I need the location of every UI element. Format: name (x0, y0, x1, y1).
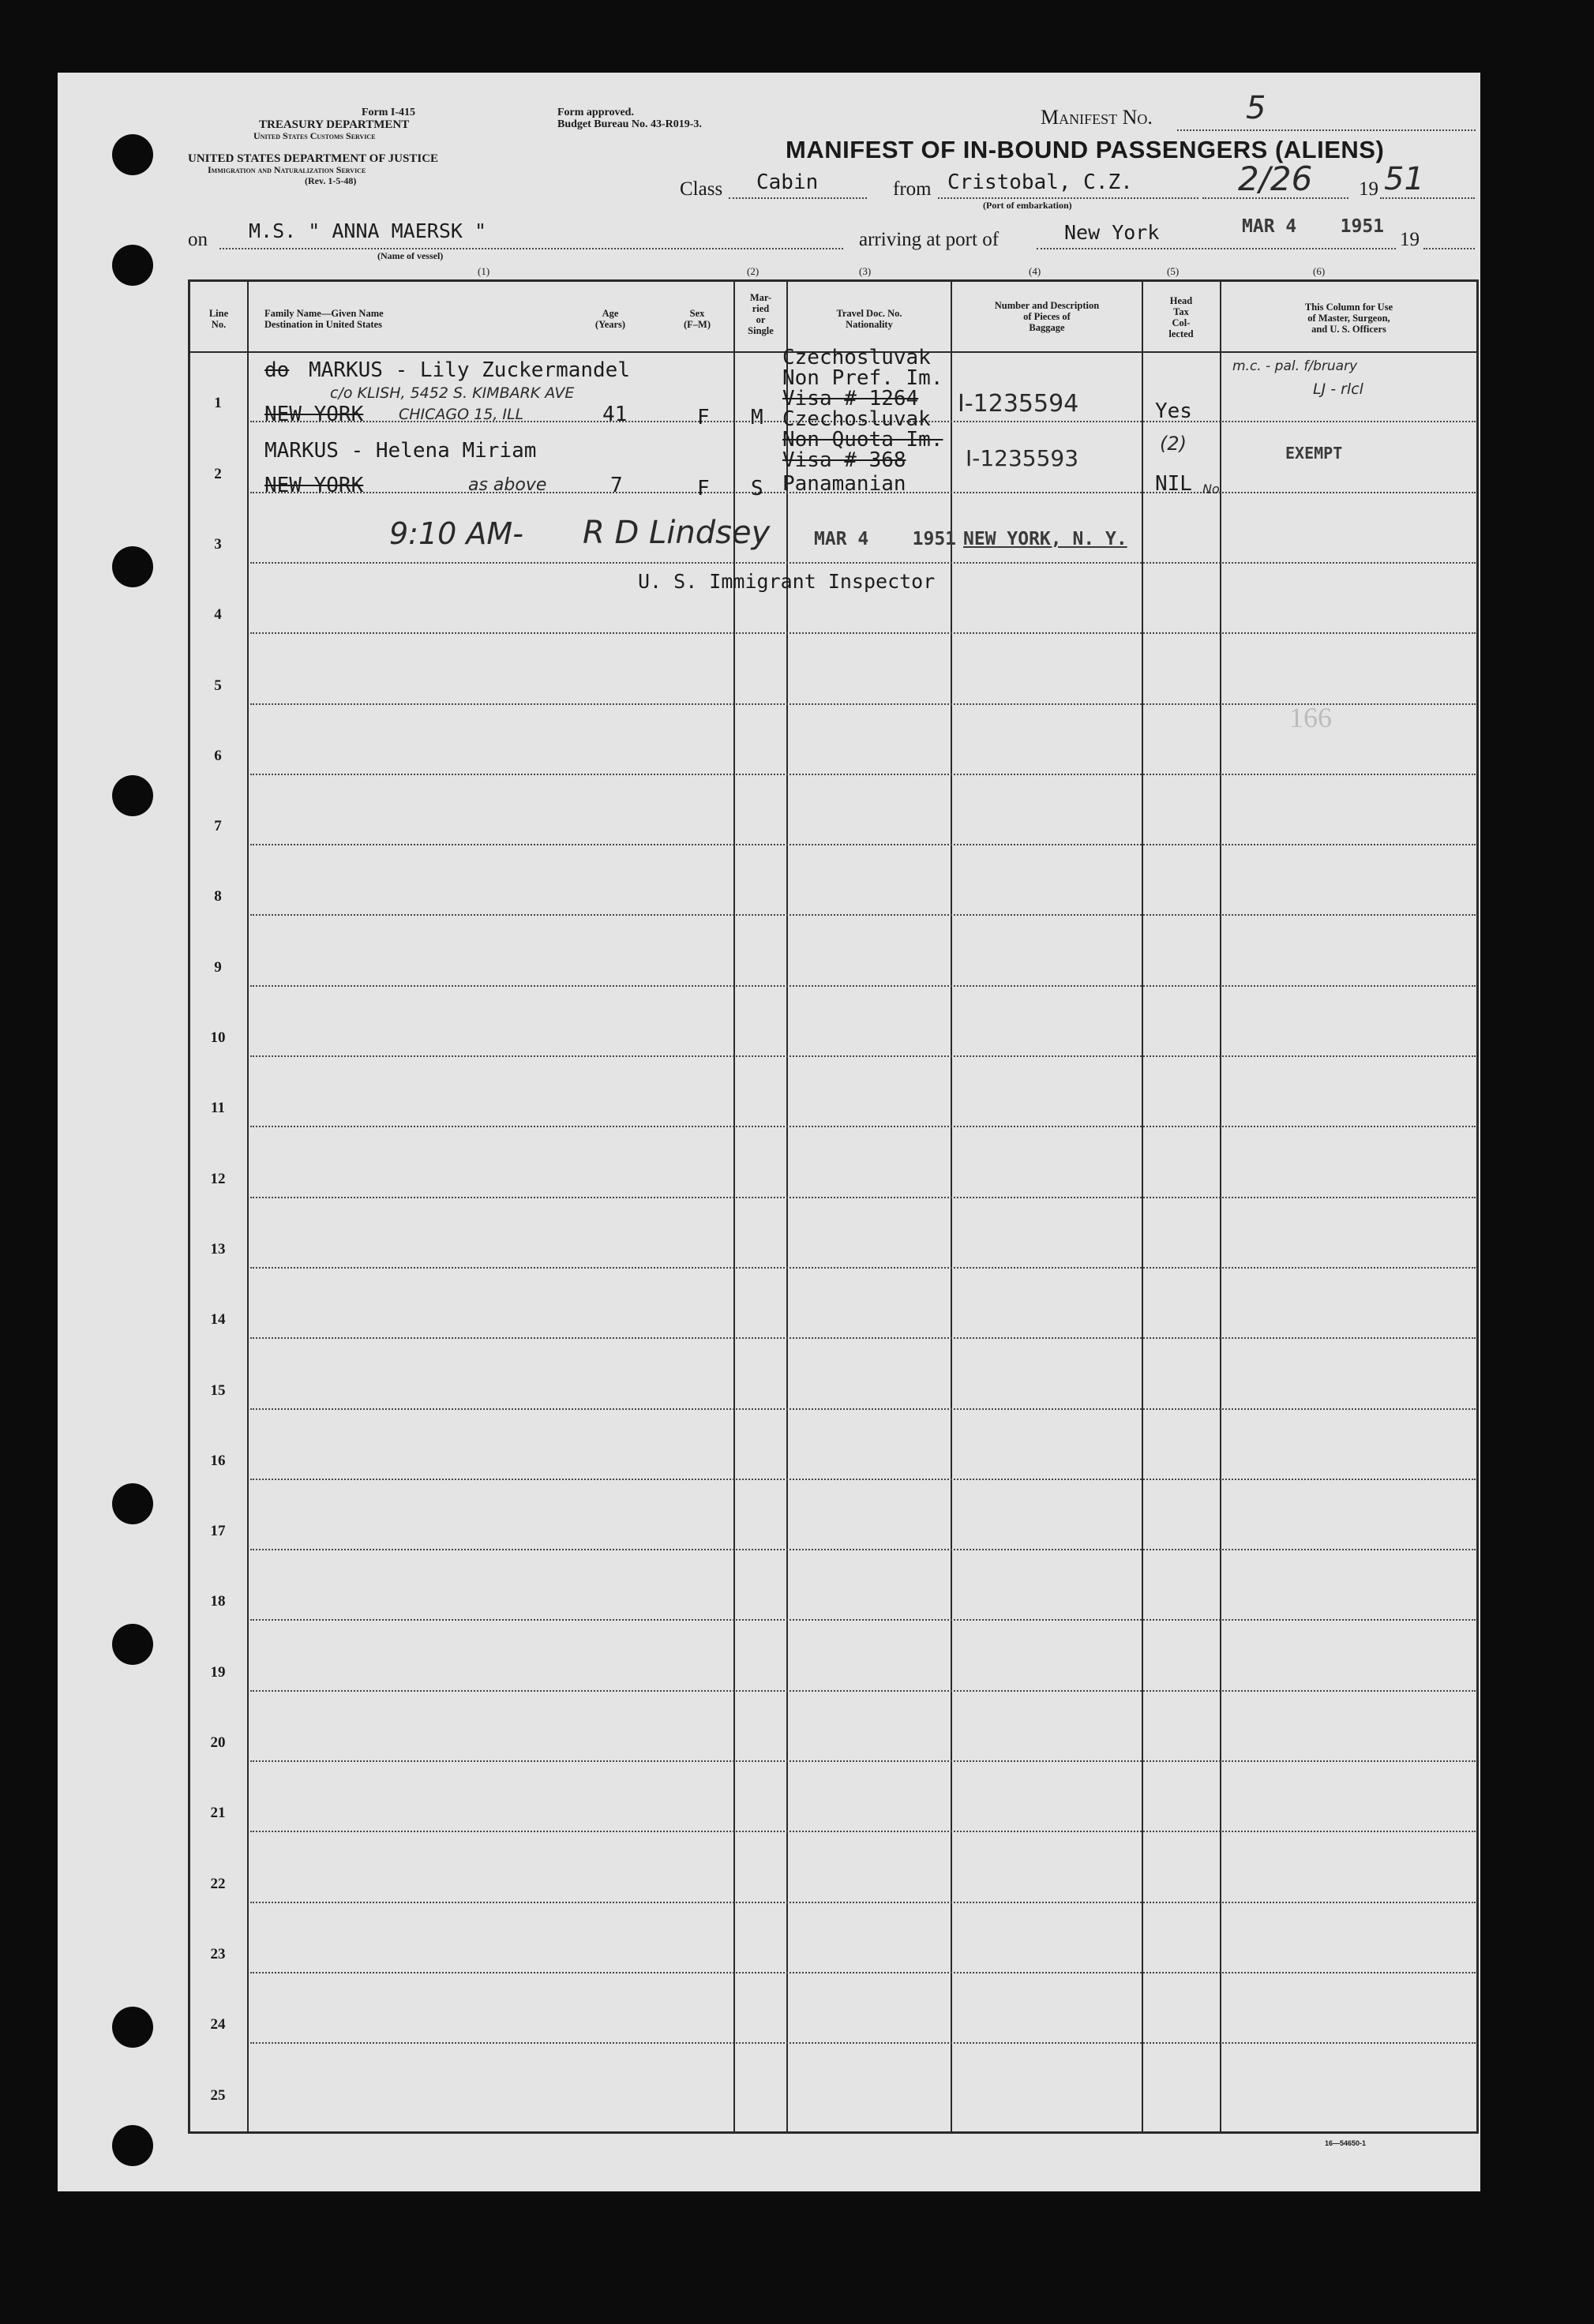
header-baggage: Number and Description of Pieces of Baggage (994, 300, 1100, 333)
arrival-date-stamp: MAR 4 1951 (1242, 216, 1385, 237)
year-line (1380, 197, 1475, 199)
arriving-label: arriving at port of (859, 229, 1000, 250)
p2-doc-panamanian: Panamanian (782, 472, 906, 496)
p1-age: 41 (602, 403, 628, 426)
row-line (250, 1126, 1476, 1127)
class-label: Class (680, 178, 723, 200)
p1-destination-struck: NEW YORK (264, 403, 364, 426)
col-num-3: (3) (859, 265, 872, 277)
row-line (250, 632, 1476, 634)
manifest-title: MANIFEST OF IN-BOUND PASSENGERS (ALIENS) (786, 136, 1385, 163)
row-number: 3 (214, 536, 222, 553)
table-left-border (188, 279, 190, 2133)
row-number: 12 (210, 1171, 226, 1187)
row-number: 8 (214, 888, 222, 905)
p1-care-of: c/o KLISH, 5452 S. KIMBARK AVE (330, 384, 575, 402)
row-line (250, 1408, 1476, 1410)
row-line (250, 1760, 1476, 1762)
binder-hole (112, 1483, 153, 1524)
p2-destination-struck: NEW YORK (264, 474, 364, 497)
p2-tax-mark: (2) (1160, 433, 1187, 455)
p2-tax-note: No (1202, 482, 1220, 497)
class-line (729, 197, 867, 199)
arrival-year-prefix: 19 (1400, 229, 1420, 250)
row-line (250, 1831, 1476, 1832)
form-number: Form I-415 (362, 107, 416, 118)
row-number: 7 (214, 818, 222, 834)
manifest-sheet (58, 73, 1480, 2191)
row-line (250, 2042, 1476, 2044)
budget-bureau: Budget Bureau No. 43-R019-3. (557, 118, 702, 130)
p1-officer-note-2: LJ - rlcl (1313, 380, 1363, 398)
p1-name: MARKUS - Lily Zuckermandel (309, 358, 630, 382)
from-line (938, 197, 1198, 199)
binder-hole (112, 546, 153, 587)
p1-prefix: do (264, 358, 290, 382)
inspection-stamp-date: MAR 4 1951 (814, 529, 957, 549)
from-value: Cristobal, C.Z. (947, 171, 1133, 194)
header-head-tax: Head Tax Col- lected (1168, 295, 1194, 339)
binder-hole (112, 245, 153, 286)
vessel-line (219, 248, 843, 249)
col-num-4: (4) (1029, 265, 1041, 277)
manifest-number: 5 (1246, 90, 1266, 126)
row-number: 1 (214, 395, 222, 411)
p2-doc-nationality: Czechosluvak (782, 407, 931, 431)
footer-code: 16—54650-1 (1325, 2139, 1367, 2147)
row-number: 23 (210, 1946, 226, 1962)
row-number: 19 (210, 1664, 226, 1681)
row-number: 24 (210, 2016, 226, 2033)
row-line (250, 1972, 1476, 1974)
from-label: from (893, 178, 932, 200)
row-number: 10 (210, 1029, 226, 1046)
row-line (250, 1902, 1476, 1903)
year-prefix: 19 (1359, 178, 1378, 200)
p2-doc-status: Non Quota Im. (782, 428, 943, 452)
date-line (1202, 197, 1348, 199)
row-number: 17 (210, 1523, 226, 1539)
header-travel-doc: Travel Doc. No. Nationality (836, 308, 902, 330)
binder-hole (112, 2125, 153, 2166)
col-divider-name (733, 279, 735, 2133)
row-line (250, 562, 1476, 564)
manifest-line (1177, 129, 1476, 131)
row-number: 11 (211, 1100, 225, 1116)
col-divider-baggage (1142, 279, 1143, 2133)
col-divider-married (786, 279, 788, 2133)
p1-head-tax: Yes (1155, 399, 1192, 423)
vessel-caption: (Name of vessel) (377, 250, 444, 261)
departure-date: 2/26 (1238, 159, 1313, 198)
p2-sex: F (697, 477, 710, 500)
immigration-service: Immigration and Naturalization Service (208, 164, 366, 175)
header-married: Mar- ried or Single (748, 292, 774, 336)
binder-hole (112, 775, 153, 816)
row-number: 18 (210, 1593, 226, 1610)
row-line (250, 1690, 1476, 1692)
class-value: Cabin (756, 171, 819, 194)
manifest-label: Manifest No. (1041, 106, 1153, 129)
row-number: 25 (210, 2087, 226, 2104)
table-right-border (1476, 279, 1479, 2133)
customs-service: United States Customs Service (253, 130, 376, 141)
treasury-department: TREASURY DEPARTMENT (259, 118, 410, 131)
table-top-border (188, 279, 1479, 282)
justice-department: UNITED STATES DEPARTMENT OF JUSTICE (188, 152, 439, 165)
p1-sex: F (697, 406, 710, 429)
col-num-1: (1) (478, 265, 490, 277)
row-line (250, 1197, 1476, 1198)
header-family-name: Family Name—Given Name Destination in United States (264, 308, 384, 330)
row-number: 20 (210, 1734, 226, 1751)
row-number: 22 (210, 1876, 226, 1892)
inspection-time: 9:10 AM- (389, 516, 523, 551)
header-sex: Sex (F–M) (683, 308, 711, 330)
p1-doc-visa: Visa # 1264 (782, 387, 919, 410)
row-line (250, 1619, 1476, 1621)
p1-baggage: I-1235594 (958, 390, 1079, 418)
row-number: 21 (210, 1805, 226, 1821)
p1-doc-status: Non Pref. Im. (782, 366, 943, 390)
row-line (250, 774, 1476, 775)
row-number: 16 (210, 1452, 226, 1469)
p2-destination-note: as above (468, 475, 547, 495)
p2-name: MARKUS - Helena Miriam (264, 439, 537, 463)
row-line (250, 1549, 1476, 1550)
p1-officer-note-1: m.c. - pal. f/bruary (1232, 358, 1358, 374)
p2-head-tax: NIL (1155, 472, 1192, 496)
table-bottom-border (188, 2131, 1479, 2134)
row-number: 14 (210, 1311, 226, 1328)
port-embarkation-caption: (Port of embarkation) (983, 200, 1072, 211)
p1-destination-new: CHICAGO 15, ILL (399, 406, 524, 423)
row-number: 9 (214, 959, 222, 976)
binder-hole (112, 134, 153, 175)
col-divider-tax (1220, 279, 1221, 2133)
col-num-5: (5) (1167, 265, 1180, 277)
arrival-year-line (1423, 248, 1475, 249)
col-num-2: (2) (747, 265, 759, 277)
binder-hole (112, 2007, 153, 2048)
row-line (250, 1337, 1476, 1339)
form-revision: (Rev. 1-5-48) (305, 175, 357, 186)
year-value: 51 (1384, 161, 1424, 197)
row-number: 15 (210, 1382, 226, 1399)
on-label: on (188, 229, 208, 250)
row-number: 2 (214, 466, 222, 482)
p2-married: S (751, 477, 763, 500)
row-number: 13 (210, 1241, 226, 1258)
arriving-port: New York (1064, 221, 1160, 244)
row-line (250, 1055, 1476, 1057)
arriving-line (1037, 248, 1396, 249)
p1-doc-nationality: Czechosluvak (782, 346, 931, 369)
p2-officer-exempt: EXEMPT (1285, 444, 1343, 463)
row-number: 6 (214, 748, 222, 764)
p2-age: 7 (610, 474, 623, 497)
col-divider-line (247, 279, 249, 2133)
row-number: 4 (214, 606, 222, 623)
col-divider-doc (951, 279, 952, 2133)
header-age: Age (Years) (594, 308, 626, 330)
form-approved: Form approved. (557, 107, 634, 118)
col-num-6: (6) (1313, 265, 1326, 277)
row-line (250, 914, 1476, 916)
header-officers: This Column for Use of Master, Surgeon, and U. S. Officers (1304, 302, 1393, 335)
row-line (250, 844, 1476, 845)
vessel-name: M.S. " ANNA MAERSK " (249, 219, 487, 242)
row-number: 5 (214, 677, 222, 694)
margin-number: 166 (1289, 702, 1332, 733)
p2-doc-visa: Visa # 368 (782, 448, 906, 472)
inspector-title: U. S. Immigrant Inspector (638, 570, 936, 593)
p2-baggage: I-1235593 (966, 445, 1079, 471)
row-line (250, 985, 1476, 987)
row-line (250, 1479, 1476, 1480)
inspector-signature: R D Lindsey (583, 515, 771, 551)
header-line-no: Line No. (208, 308, 229, 330)
p1-married: M (751, 406, 763, 429)
binder-hole (112, 1624, 153, 1665)
row-line (250, 1267, 1476, 1269)
inspection-stamp-place: NEW YORK, N. Y. (963, 529, 1127, 549)
